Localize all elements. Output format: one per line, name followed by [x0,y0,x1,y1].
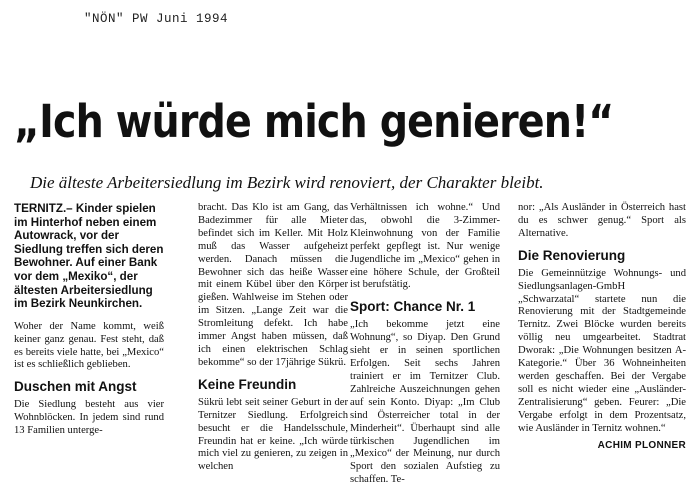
section-heading-duschen: Duschen mit Angst [14,379,137,395]
section-heading-freundin: Keine Freundin [198,376,297,392]
article-paragraph: „Ich bekomme jetzt eine Wohnung“, so Diyap. Den Grund sieht er in seinen sportlichen Erfolgen. Seit sechs Jahren trainiert er im Ternitzer Club. Zahlreiche Auszeichnungen gehen auf sein Konto. Diyap: „Im Club sind Österreicher total in der Minderheit“. Überhaupt sind alle türkischen Jugendlichen im „Mexico“ der Meinung, nur durch Sport den sozialen Aufstieg zu schaffen. Te- [350,319,500,486]
article-column-2 [198,202,348,478]
article-paragraph: Verhältnissen ich wohne.“ Und das, obwohl die 3-Zimmer-Kleinwohnung von der Familie perfekt gepflegt ist. Nur wenige Jugendliche im „Mexico“ gehen in eine höhere Schule, der Großteil ist berufstätig. [350,202,500,291]
article-column-3 [350,202,500,491]
lead-paragraph: TERNITZ.– Kinder spielen im Hinterhof neben einem Autowrack, vor der Siedlung treffen sich deren Bewohner. Auf einer Bank vor dem „Mexiko“, der ältesten Arbeitersiedlung im Bezirk Neunkirchen. [14,202,164,311]
source-line: "NÖN" PW Juni 1994 [84,12,229,26]
subheadline: Die älteste Arbeitersiedlung im Bezirk wird renoviert, der Charakter bleibt. [30,173,544,192]
section-heading-sport: Sport: Chance Nr. 1 [350,299,476,315]
article-column-1 [14,202,164,442]
article-paragraph: Sükrü lebt seit seiner Geburt in der Ternitzer Siedlung. Erfolgreich besucht er die Handelsschule, Freundin hat er keine. „Ich würde mich viel zu genieren, zu zeigen in welchen [198,396,348,473]
article-paragraph: nor: „Als Ausländer in Österreich hast du es schwer genug.“ Sport als Alternative. [518,202,686,239]
article-paragraph: Woher der Name kommt, weiß keiner ganz genau. Fest steht, daß es bereits viele hatte, bei „Mexico“ ist es schließlich geblieben. [14,320,164,371]
article-column-4 [518,202,686,452]
article-paragraph: bracht. Das Klo ist am Gang, das Badezimmer für alle Mieter befindet sich im Keller. Mit Holz muß das Wasser aufgeheizt werden. Danach müssen die Bewohner sich das heiße Wasser mit einem Kübel über den Körper gießen. Wahlweise im Stehen oder im Sitzen. „Lange Zeit war die Stromleitung defekt. Ich habe immer Angst haben müssen, daß ich einen elektrischen Schlag bekomme“ so der 17jährige Sükrü. [198,202,348,368]
author-byline: ACHIM PLONNER [597,439,686,451]
headline: „Ich würde mich genieren!“ [14,95,614,148]
article-paragraph: Die Gemeinnützige Wohnungs- und Siedlungsanlagen-GmbH „Schwarzatal“ startete nun die Renovierung mit der Stadtgemeinde Ternitz. Zwei Blöcke wurden bereits völlig neu umgearbeitet. Stadtrat Dworak: „Die Wohnungen besitzen A-Kategorie.“ Über 36 Wohneinheiten werden geschaffen. Bei der Vergabe soll es nicht wieder eine „Ausländer-Zentralisierung“ geben. Feurer: „Die Vergabe erfolgt in dem Prozentsatz, wie Ausländer in Ternitz wohnen.“ [518,267,686,434]
article-paragraph: Die Siedlung besteht aus vier Wohnblöcken. In jedem sind rund 13 Familien unterge- [14,399,164,437]
section-heading-renovierung: Die Renovierung [518,247,626,263]
